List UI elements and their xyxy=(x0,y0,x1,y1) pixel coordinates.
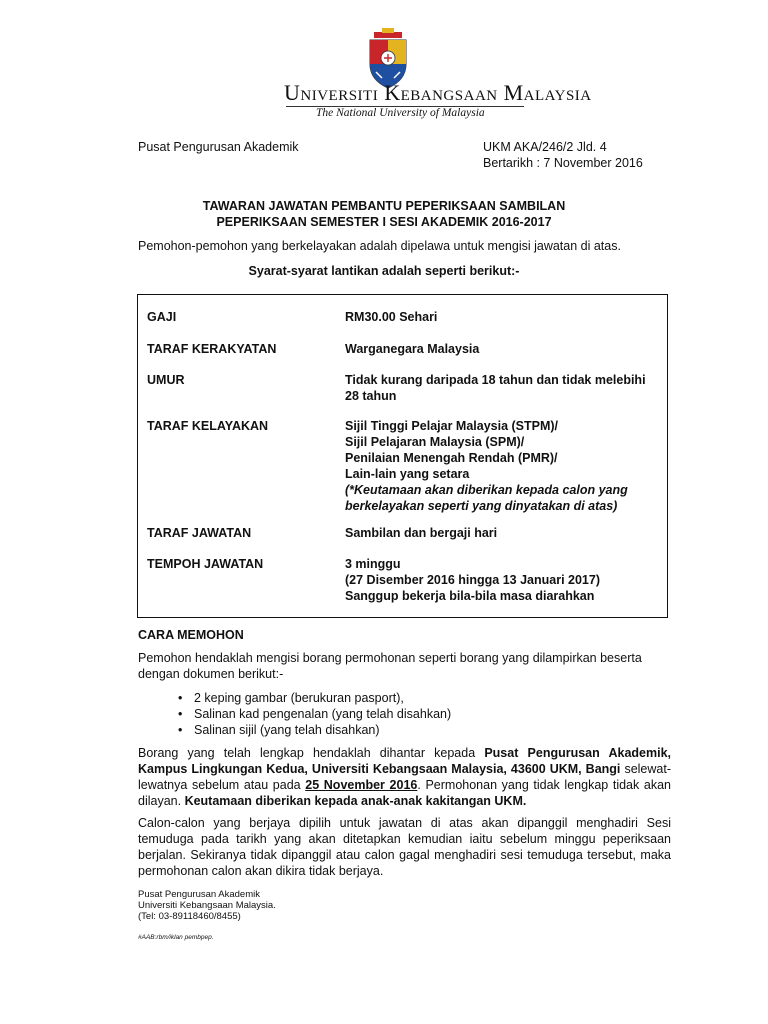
intro-text: Pemohon-pemohon yang berkelayakan adalah dipelawa untuk mengisi jawatan di atas. xyxy=(138,239,621,253)
reference-number: UKM AKA/246/2 Jld. 4 xyxy=(483,140,607,154)
label-tempoh: TEMPOH JAWATAN xyxy=(147,557,264,571)
deadline-date: 25 November 2016 xyxy=(305,778,418,792)
document-date: Bertarikh : 7 November 2016 xyxy=(483,156,643,170)
label-kerakyatan: TARAF KERAKYATAN xyxy=(147,342,277,356)
value-gaji: RM30.00 Sehari xyxy=(345,310,438,324)
cara-memohon-line-1: Pemohon hendaklah mengisi borang permohonan seperti borang yang dilampirkan beserta xyxy=(138,651,642,665)
list-item: • 2 keping gambar (berukuran pasport), xyxy=(172,690,451,706)
interview-paragraph: Calon-calon yang berjaya dipilih untuk jawatan di atas akan dipanggil menghadiri Sesi temuduga pada tarikh yang akan ditetapkan kemudian iaitu sebelum minggu peperiksaan berjalan. Sekiranya tidak dipanggil atau calon gagal menghadiri sesi temuduga tersebut, maka permohonan calon akan dikira tidak berjaya. xyxy=(138,816,671,878)
value-kelayakan: Sijil Tinggi Pelajar Malaysia (STPM)/ Sijil Pelajaran Malaysia (SPM)/ Penilaian Menengah Rendah (PMR)/ Lain-lain yang setara (*Keutamaan akan diberikan kepada calon yang berkelayakan seperti yang dinyatakan di atas) xyxy=(345,419,628,513)
priority-note: Keutamaan diberikan kepada anak-anak kakitangan UKM. xyxy=(184,794,527,808)
list-item: • Salinan kad pengenalan (yang telah disahkan) xyxy=(172,706,451,722)
list-item: • Salinan sijil (yang telah disahkan) xyxy=(172,722,451,738)
requirements-heading: Syarat-syarat lantikan adalah seperti berikut:- xyxy=(248,264,520,278)
document-list xyxy=(172,690,451,738)
cara-memohon-heading: CARA MEMOHON xyxy=(138,628,244,642)
label-taraf-jawatan: TARAF JAWATAN xyxy=(147,526,252,540)
label-kelayakan: TARAF KELAYAKAN xyxy=(147,419,269,433)
title-line-1: TAWARAN JAWATAN PEMBANTU PEPERIKSAAN SAMBILAN xyxy=(202,199,566,213)
label-gaji: GAJI xyxy=(147,310,177,324)
label-umur: UMUR xyxy=(147,373,185,387)
university-name: Universiti Kebangsaan Malaysia xyxy=(284,80,592,105)
value-taraf-jawatan: Sambilan dan bergaji hari xyxy=(345,526,498,540)
title-line-2: PEPERIKSAAN SEMESTER I SESI AKADEMIK 2016-2017 xyxy=(216,215,552,229)
footer-contact: Pusat Pengurusan Akademik Universiti Kebangsaan Malaysia. (Tel: 03-89118460/8455) xyxy=(138,889,276,922)
value-umur: Tidak kurang daripada 18 tahun dan tidak melebihi 28 tahun xyxy=(345,373,646,403)
department-name: Pusat Pengurusan Akademik xyxy=(138,140,299,154)
cara-memohon-line-2: dengan dokumen berikut:- xyxy=(138,667,284,681)
value-kerakyatan: Warganegara Malaysia xyxy=(345,342,480,356)
value-tempoh: 3 minggu (27 Disember 2016 hingga 13 Januari 2017) Sanggup bekerja bila-bila masa diarahkan xyxy=(345,557,600,603)
submission-paragraph: Borang yang telah lengkap hendaklah dihantar kepada Pusat Pengurusan Akademik, Kampus Lingkungan Kedua, Universiti Kebangsaan Malaysia, 43600 UKM, Bangi selewat-lewatnya sebelum atau pada 25 November 2016. Permohonan yang tidak lengkap tidak akan dilayan. Keutamaan diberikan kepada anak-anak kakitangan UKM. xyxy=(138,746,671,808)
footer-reference: #AAB:rbm/iklan pembpep. xyxy=(138,934,214,941)
requirements-table xyxy=(137,294,668,618)
university-subtitle: The National University of Malaysia xyxy=(316,107,485,119)
